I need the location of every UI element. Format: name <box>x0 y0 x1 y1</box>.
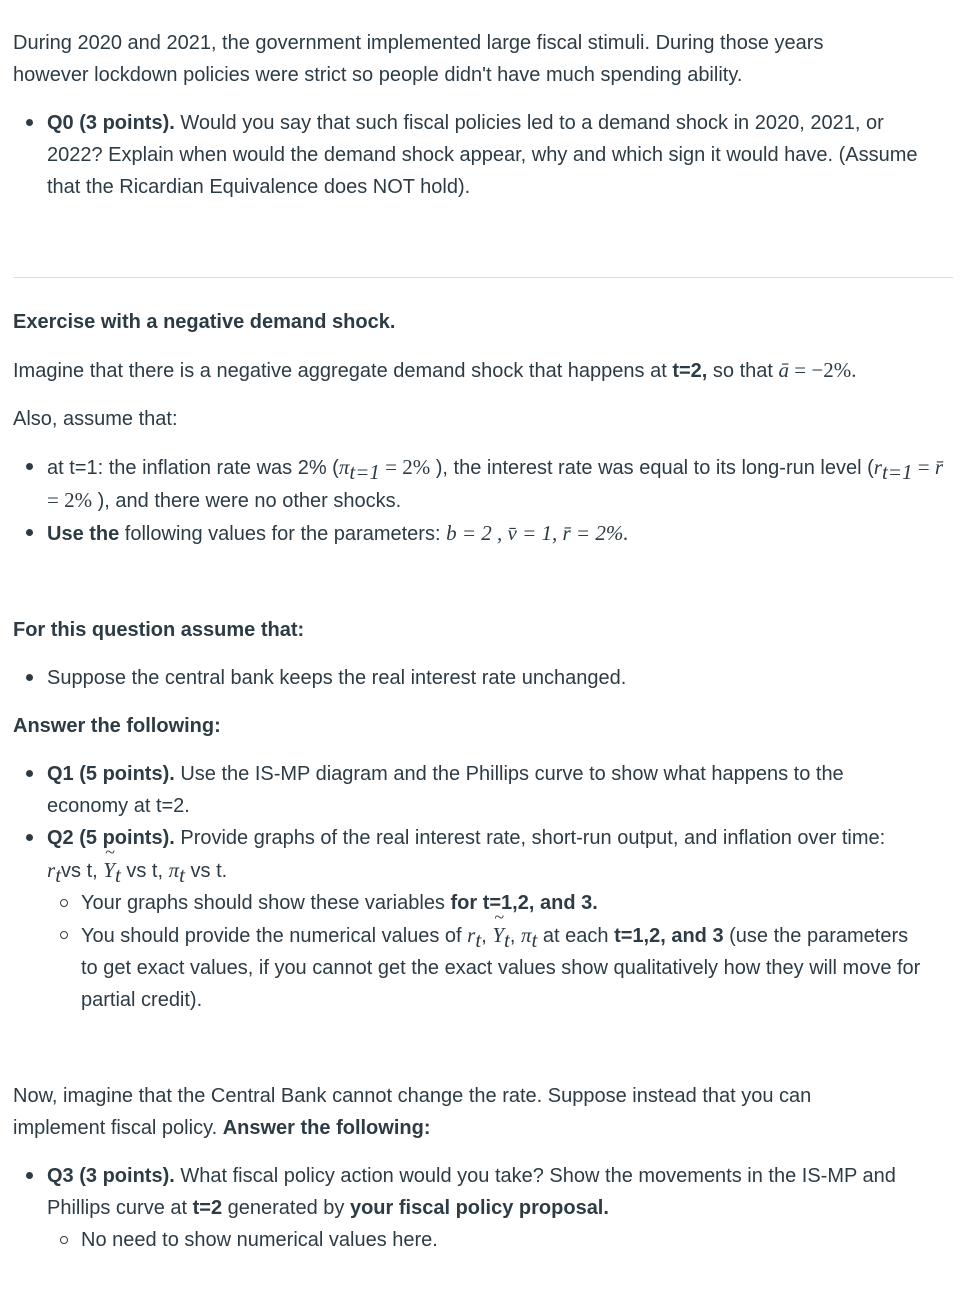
q3-bold: your fiscal policy proposal. <box>349 1197 609 1219</box>
document-body <box>13 27 953 1256</box>
rbar-value: = 2% <box>47 488 93 512</box>
answer-heading: Answer the following: <box>13 715 221 737</box>
q3-label: Q3 (3 points). <box>47 1165 175 1187</box>
q2-sub2-bold: t=1,2, and 3 <box>614 925 724 947</box>
pi-symbol: π <box>338 455 350 479</box>
q2-r-sub: t <box>55 863 62 887</box>
abar-value: = −2%. <box>789 358 857 382</box>
pi-subscript: t=1 <box>349 460 380 484</box>
abar-symbol: ā <box>778 358 790 382</box>
b2-text: following values for the parameters: <box>119 523 447 545</box>
q3-text: What fiscal policy action would you take? Show the movements in the IS-MP and Phillips curve at <box>47 1165 896 1219</box>
assumption-list <box>13 451 953 550</box>
q2-vs2: vs t, <box>120 860 169 882</box>
imagine-t: t=2, <box>672 360 708 382</box>
r-subscript: t=1 <box>881 460 913 484</box>
imagine-text: Imagine that there is a negative aggregate demand shock that happens at <box>13 360 673 382</box>
q2-sub2-text: You should provide the numerical values of <box>81 925 468 947</box>
q2-r: r <box>47 858 56 882</box>
b1-pre: at t=1: the inflation rate was 2% ( <box>47 457 339 479</box>
q3-mid: generated by <box>222 1197 350 1219</box>
q2-sub2-y-sub: t <box>504 928 510 952</box>
q0-label: Q0 (3 points). <box>47 112 175 134</box>
q2-sub2-y: ~ Y <box>492 919 504 951</box>
q2-sub2 <box>47 919 921 1016</box>
comma-1: , <box>481 925 493 947</box>
q2-pi-sub: t <box>179 863 185 887</box>
q2-text: Provide graphs of the real interest rate, short-run output, and inflation over time: <box>174 827 886 849</box>
b1-mid: ), the interest rate was equal to its long-run level ( <box>430 457 874 479</box>
q2-item <box>13 822 953 1016</box>
q0-list <box>13 107 953 203</box>
intro-paragraph: During 2020 and 2021, the government implemented large fiscal stimuli. During those years however lockdown policies were strict so people didn't have much spending ability. <box>13 32 824 86</box>
fiscal-paragraph <box>13 1080 873 1144</box>
imagine-post: so that <box>707 360 779 382</box>
q1-label: Q1 (5 points). <box>47 763 175 785</box>
exercise-imagine <box>13 354 953 387</box>
q2-pi: π <box>168 858 180 882</box>
section-divider <box>13 277 953 278</box>
q2-label: Q2 (5 points). <box>47 827 175 849</box>
q2-sublist <box>47 887 953 1016</box>
q1-item <box>13 758 907 822</box>
q0-item <box>13 107 927 203</box>
param-values: b = 2 , v̄ = 1, r̄ = 2%. <box>446 521 629 545</box>
b2-bold: Use the <box>47 523 120 545</box>
questions-list <box>13 758 953 1016</box>
rbar-symbol: r̄ <box>934 455 943 479</box>
fiscal-bold: Answer the following: <box>222 1117 431 1139</box>
q3-list <box>13 1160 953 1256</box>
r-eq: = <box>912 455 935 479</box>
q3-item <box>13 1160 957 1256</box>
also-text: Also, assume that: <box>13 408 178 430</box>
q2-sub2-pi: π <box>520 923 532 947</box>
assumption-params <box>13 517 953 550</box>
fiscal-text: Now, imagine that the Central Bank cannot change the rate. Suppose instead that you can implement fiscal policy. <box>13 1085 812 1139</box>
assumption-t1 <box>13 451 947 517</box>
q3-sublist <box>47 1224 957 1256</box>
q2-sub2-pi-sub: t <box>531 928 538 952</box>
b1-end: ), and there were no other shocks. <box>92 490 402 512</box>
pi-value: = 2% <box>379 455 431 479</box>
assume-list <box>13 662 953 694</box>
q2-sub2-r: r <box>467 923 476 947</box>
r-symbol: r <box>873 455 882 479</box>
q1-text: Use the IS-MP diagram and the Phillips curve to show what happens to the economy at t=2. <box>47 763 844 817</box>
q2-ytilde: ~ Y <box>103 854 115 886</box>
q0-text: Would you say that such fiscal policies led to a demand shock in 2020, 2021, or 2022? Explain when would the demand shock appear, why and which sign it would have. (Assume that the Ricardian Equivalence does NOT hold). <box>47 112 918 198</box>
q2-sub1-text: Your graphs should show these variables <box>81 892 451 914</box>
q3-sub: No need to show numerical values here. <box>47 1224 957 1256</box>
comma-2: , <box>509 925 521 947</box>
assume-item: Suppose the central bank keeps the real interest rate unchanged. <box>13 662 953 694</box>
q2-sub2-post: (use the parameters to get exact values, if you cannot get the exact values show qualitatively how they will move for partial credit). <box>81 925 921 1011</box>
q3-t2: t=2 <box>192 1197 223 1219</box>
assume-heading: For this question assume that: <box>13 619 305 641</box>
q2-sub2-r-sub: t <box>475 928 482 952</box>
exercise-heading: Exercise with a negative demand shock. <box>13 311 396 333</box>
q2-vs3: vs t. <box>184 860 228 882</box>
q2-y-sub: t <box>114 863 121 887</box>
q2-sub1-bold: for t=1,2, and 3. <box>450 892 598 914</box>
q2-sub2-mid: at each <box>537 925 615 947</box>
q2-vs1: vs t, <box>61 860 104 882</box>
